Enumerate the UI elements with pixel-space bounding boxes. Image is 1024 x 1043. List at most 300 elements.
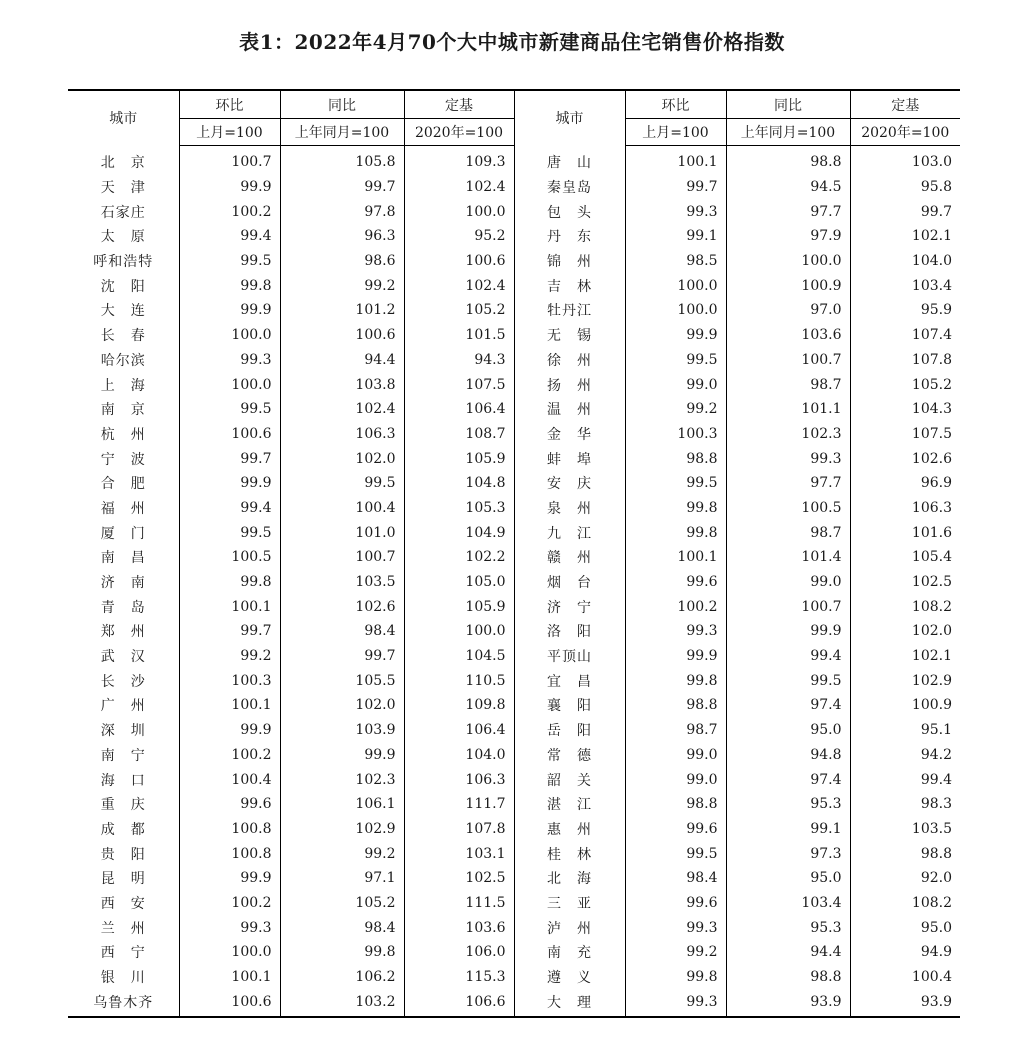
- cell-tb-left: 99.8: [280, 940, 404, 965]
- cell-hb-right: 99.5: [625, 841, 726, 866]
- table-row: [68, 199, 960, 224]
- cell-hb-right: 100.1: [625, 545, 726, 570]
- cell-hb-right: 98.8: [625, 792, 726, 817]
- cell-tb-right: 97.9: [726, 224, 850, 249]
- table-row: [68, 446, 960, 471]
- cell-city-left: 兰 州: [100, 920, 146, 937]
- cell-city-left: 南 京: [100, 402, 146, 419]
- cell-tb-left: 99.7: [280, 175, 404, 200]
- cell-tb-right: 97.7: [726, 471, 850, 496]
- cell-hb-right: 99.1: [625, 224, 726, 249]
- cell-hb-left: 100.3: [179, 668, 280, 693]
- cell-dj-right: 108.2: [850, 594, 960, 619]
- cell-city-right: 泉 州: [514, 496, 625, 521]
- cell-dj-right: 102.0: [850, 619, 960, 644]
- cell-hb-right: 98.4: [625, 866, 726, 891]
- cell-hb-left: 100.2: [179, 743, 280, 768]
- cell-hb-left: 100.0: [179, 940, 280, 965]
- cell-tb-right: 100.7: [726, 348, 850, 373]
- cell-dj-right: 95.1: [850, 718, 960, 743]
- header-dj-sub-right: 2020年=100: [850, 119, 960, 146]
- cell-dj-right: 104.0: [850, 249, 960, 274]
- table-row: [68, 298, 960, 323]
- cell-city-right: 泸 州: [514, 915, 625, 940]
- cell-dj-right: 107.5: [850, 422, 960, 447]
- cell-dj-right: 102.1: [850, 644, 960, 669]
- cell-city-left: 济 南: [100, 575, 146, 592]
- cell-hb-left: 100.1: [179, 594, 280, 619]
- table-row: [68, 718, 960, 743]
- table-row: [68, 668, 960, 693]
- table-row: [68, 693, 960, 718]
- cell-dj-left: 103.6: [404, 915, 514, 940]
- cell-city-right: 岳 阳: [514, 718, 625, 743]
- cell-hb-right: 100.0: [625, 298, 726, 323]
- cell-dj-left: 104.0: [404, 743, 514, 768]
- cell-tb-left: 94.4: [280, 348, 404, 373]
- cell-tb-left: 102.4: [280, 397, 404, 422]
- cell-tb-left: 106.1: [280, 792, 404, 817]
- table-row: [68, 866, 960, 891]
- cell-tb-left: 99.7: [280, 644, 404, 669]
- cell-city-left: 上 海: [100, 377, 146, 394]
- cell-city-right: 平顶山: [514, 644, 625, 669]
- cell-hb-left: 99.7: [179, 446, 280, 471]
- cell-city-right: 秦皇岛: [514, 175, 625, 200]
- cell-dj-left: 102.4: [404, 273, 514, 298]
- cell-hb-right: 98.7: [625, 718, 726, 743]
- cell-city-left: 银 川: [100, 970, 146, 987]
- cell-dj-left: 102.2: [404, 545, 514, 570]
- cell-city-right: 韶 关: [514, 767, 625, 792]
- cell-city-left: 成 都: [100, 821, 146, 838]
- table-row: [68, 249, 960, 274]
- cell-dj-right: 94.9: [850, 940, 960, 965]
- cell-city-right: 金 华: [514, 422, 625, 447]
- table-row: [68, 644, 960, 669]
- cell-city-left: 天 津: [100, 180, 146, 197]
- cell-city-left: 武 汉: [100, 649, 146, 666]
- cell-dj-right: 102.9: [850, 668, 960, 693]
- header-city-right: 城市: [514, 90, 625, 146]
- cell-tb-left: 103.9: [280, 718, 404, 743]
- cell-city-right: 大 理: [514, 989, 625, 1017]
- cell-city-right: 宜 昌: [514, 668, 625, 693]
- cell-dj-right: 105.4: [850, 545, 960, 570]
- cell-tb-left: 102.6: [280, 594, 404, 619]
- cell-tb-right: 97.4: [726, 693, 850, 718]
- cell-dj-right: 100.9: [850, 693, 960, 718]
- cell-tb-right: 95.0: [726, 718, 850, 743]
- cell-tb-left: 100.6: [280, 323, 404, 348]
- cell-city-right: 包 头: [514, 199, 625, 224]
- header-hb-sub-right: 上月=100: [625, 119, 726, 146]
- cell-hb-right: 99.2: [625, 397, 726, 422]
- cell-tb-left: 102.3: [280, 767, 404, 792]
- cell-hb-right: 99.6: [625, 891, 726, 916]
- cell-tb-left: 106.2: [280, 965, 404, 990]
- cell-hb-right: 99.6: [625, 570, 726, 595]
- header-hb-sub-left: 上月=100: [179, 119, 280, 146]
- cell-dj-right: 101.6: [850, 520, 960, 545]
- cell-tb-right: 95.3: [726, 915, 850, 940]
- cell-city-left: 哈尔滨: [100, 352, 146, 369]
- cell-city-right: 九 江: [514, 520, 625, 545]
- table-row: [68, 224, 960, 249]
- cell-dj-left: 102.5: [404, 866, 514, 891]
- cell-dj-left: 106.6: [404, 989, 514, 1017]
- cell-city-right: 南 充: [514, 940, 625, 965]
- cell-hb-right: 99.3: [625, 619, 726, 644]
- cell-dj-right: 95.0: [850, 915, 960, 940]
- cell-tb-right: 99.5: [726, 668, 850, 693]
- cell-hb-left: 100.1: [179, 965, 280, 990]
- cell-tb-right: 98.8: [726, 146, 850, 175]
- cell-hb-left: 99.8: [179, 570, 280, 595]
- cell-dj-left: 105.0: [404, 570, 514, 595]
- cell-dj-left: 100.6: [404, 249, 514, 274]
- cell-dj-left: 108.7: [404, 422, 514, 447]
- cell-dj-left: 106.3: [404, 767, 514, 792]
- cell-city-left: 西 安: [100, 895, 146, 912]
- cell-tb-right: 97.7: [726, 199, 850, 224]
- header-dj-sub-left: 2020年=100: [404, 119, 514, 146]
- table-row: [68, 422, 960, 447]
- cell-tb-right: 100.7: [726, 594, 850, 619]
- header-city-left: 城市: [68, 90, 179, 146]
- cell-dj-left: 95.2: [404, 224, 514, 249]
- table-row: [68, 372, 960, 397]
- cell-tb-right: 93.9: [726, 989, 850, 1017]
- cell-dj-left: 100.0: [404, 199, 514, 224]
- cell-city-left: 长 春: [100, 328, 146, 345]
- cell-city-right: 常 德: [514, 743, 625, 768]
- table-row: [68, 570, 960, 595]
- table-row: [68, 940, 960, 965]
- cell-city-left: 福 州: [100, 500, 146, 517]
- cell-city-right: 烟 台: [514, 570, 625, 595]
- cell-city-right: 桂 林: [514, 841, 625, 866]
- cell-city-right: 遵 义: [514, 965, 625, 990]
- cell-city-left: 贵 阳: [100, 846, 146, 863]
- cell-city-left: 昆 明: [100, 871, 146, 888]
- cell-hb-right: 99.7: [625, 175, 726, 200]
- cell-tb-right: 95.0: [726, 866, 850, 891]
- cell-hb-right: 100.3: [625, 422, 726, 447]
- cell-city-right: 三 亚: [514, 891, 625, 916]
- cell-hb-right: 99.0: [625, 743, 726, 768]
- cell-tb-left: 98.4: [280, 915, 404, 940]
- cell-hb-right: 99.8: [625, 496, 726, 521]
- cell-city-left: 深 圳: [100, 723, 146, 740]
- cell-tb-left: 105.2: [280, 891, 404, 916]
- cell-tb-right: 98.7: [726, 520, 850, 545]
- cell-city-left: 石家庄: [100, 204, 146, 221]
- cell-dj-left: 115.3: [404, 965, 514, 990]
- table-row: [68, 619, 960, 644]
- cell-hb-right: 99.3: [625, 915, 726, 940]
- cell-tb-right: 94.8: [726, 743, 850, 768]
- cell-tb-right: 102.3: [726, 422, 850, 447]
- table-row: [68, 965, 960, 990]
- cell-hb-right: 99.0: [625, 372, 726, 397]
- table-row: [68, 175, 960, 200]
- cell-tb-left: 105.5: [280, 668, 404, 693]
- cell-tb-right: 99.1: [726, 817, 850, 842]
- cell-hb-right: 98.8: [625, 693, 726, 718]
- cell-dj-right: 95.8: [850, 175, 960, 200]
- cell-hb-left: 99.7: [179, 619, 280, 644]
- cell-tb-left: 99.2: [280, 841, 404, 866]
- cell-hb-left: 100.8: [179, 841, 280, 866]
- header-tb-left: 同比: [280, 90, 404, 119]
- cell-dj-left: 101.5: [404, 323, 514, 348]
- cell-tb-right: 100.0: [726, 249, 850, 274]
- cell-tb-left: 103.2: [280, 989, 404, 1017]
- cell-dj-left: 94.3: [404, 348, 514, 373]
- header-dj-left: 定基: [404, 90, 514, 119]
- cell-hb-right: 99.5: [625, 348, 726, 373]
- cell-city-right: 无 锡: [514, 323, 625, 348]
- cell-tb-right: 97.0: [726, 298, 850, 323]
- cell-hb-left: 99.9: [179, 298, 280, 323]
- cell-dj-right: 104.3: [850, 397, 960, 422]
- cell-hb-left: 100.8: [179, 817, 280, 842]
- cell-tb-left: 103.8: [280, 372, 404, 397]
- cell-tb-left: 106.3: [280, 422, 404, 447]
- cell-hb-right: 99.2: [625, 940, 726, 965]
- cell-city-right: 丹 东: [514, 224, 625, 249]
- cell-dj-right: 102.5: [850, 570, 960, 595]
- cell-city-right: 安 庆: [514, 471, 625, 496]
- cell-tb-right: 98.7: [726, 372, 850, 397]
- cell-city-right: 唐 山: [514, 146, 625, 175]
- cell-hb-right: 99.8: [625, 668, 726, 693]
- table-row: [68, 520, 960, 545]
- cell-tb-left: 101.0: [280, 520, 404, 545]
- cell-city-right: 蚌 埠: [514, 446, 625, 471]
- cell-city-left: 西 宁: [100, 945, 146, 962]
- cell-tb-left: 97.1: [280, 866, 404, 891]
- cell-tb-left: 102.9: [280, 817, 404, 842]
- cell-hb-left: 100.2: [179, 199, 280, 224]
- cell-hb-left: 99.5: [179, 249, 280, 274]
- cell-dj-right: 107.4: [850, 323, 960, 348]
- table-row: [68, 594, 960, 619]
- cell-city-left: 厦 门: [100, 525, 146, 542]
- cell-dj-left: 106.4: [404, 397, 514, 422]
- cell-tb-left: 101.2: [280, 298, 404, 323]
- cell-city-right: 徐 州: [514, 348, 625, 373]
- cell-tb-right: 95.3: [726, 792, 850, 817]
- cell-tb-right: 97.3: [726, 841, 850, 866]
- cell-tb-right: 103.6: [726, 323, 850, 348]
- cell-tb-left: 96.3: [280, 224, 404, 249]
- cell-tb-right: 97.4: [726, 767, 850, 792]
- cell-dj-right: 98.3: [850, 792, 960, 817]
- cell-tb-left: 102.0: [280, 693, 404, 718]
- table-row: [68, 273, 960, 298]
- cell-tb-right: 100.9: [726, 273, 850, 298]
- price-index-table: [68, 89, 960, 1018]
- cell-dj-right: 105.2: [850, 372, 960, 397]
- cell-hb-left: 99.3: [179, 915, 280, 940]
- cell-tb-left: 99.2: [280, 273, 404, 298]
- cell-hb-right: 99.8: [625, 520, 726, 545]
- cell-tb-right: 100.5: [726, 496, 850, 521]
- cell-dj-left: 103.1: [404, 841, 514, 866]
- cell-tb-left: 103.5: [280, 570, 404, 595]
- cell-hb-right: 99.8: [625, 965, 726, 990]
- cell-dj-left: 102.4: [404, 175, 514, 200]
- cell-hb-left: 99.6: [179, 792, 280, 817]
- cell-city-left: 合 肥: [100, 476, 146, 493]
- cell-dj-right: 102.1: [850, 224, 960, 249]
- cell-tb-right: 99.3: [726, 446, 850, 471]
- cell-dj-left: 105.3: [404, 496, 514, 521]
- cell-dj-right: 93.9: [850, 989, 960, 1017]
- cell-city-left: 青 岛: [100, 599, 146, 616]
- cell-dj-left: 111.5: [404, 891, 514, 916]
- cell-dj-left: 100.0: [404, 619, 514, 644]
- table-row: [68, 891, 960, 916]
- cell-dj-left: 105.2: [404, 298, 514, 323]
- cell-hb-left: 99.5: [179, 397, 280, 422]
- cell-city-right: 湛 江: [514, 792, 625, 817]
- table-row: [68, 989, 960, 1017]
- cell-hb-right: 99.9: [625, 644, 726, 669]
- cell-city-left: 广 州: [100, 698, 146, 715]
- cell-dj-left: 104.9: [404, 520, 514, 545]
- cell-tb-right: 98.8: [726, 965, 850, 990]
- cell-dj-left: 104.8: [404, 471, 514, 496]
- cell-city-right: 扬 州: [514, 372, 625, 397]
- cell-hb-left: 99.4: [179, 496, 280, 521]
- cell-dj-right: 92.0: [850, 866, 960, 891]
- cell-hb-left: 100.1: [179, 693, 280, 718]
- cell-dj-left: 110.5: [404, 668, 514, 693]
- table-row: [68, 817, 960, 842]
- cell-city-left: 郑 州: [100, 624, 146, 641]
- cell-tb-left: 105.8: [280, 146, 404, 175]
- cell-dj-right: 106.3: [850, 496, 960, 521]
- cell-dj-left: 109.8: [404, 693, 514, 718]
- cell-hb-right: 99.6: [625, 817, 726, 842]
- cell-tb-right: 99.9: [726, 619, 850, 644]
- header-hb-left: 环比: [179, 90, 280, 119]
- cell-hb-right: 99.9: [625, 323, 726, 348]
- cell-hb-left: 100.6: [179, 989, 280, 1017]
- table-row: [68, 146, 960, 175]
- cell-tb-right: 103.4: [726, 891, 850, 916]
- cell-dj-left: 107.5: [404, 372, 514, 397]
- cell-dj-right: 96.9: [850, 471, 960, 496]
- cell-tb-left: 97.8: [280, 199, 404, 224]
- cell-dj-right: 95.9: [850, 298, 960, 323]
- header-tb-sub-left: 上年同月=100: [280, 119, 404, 146]
- cell-tb-left: 98.4: [280, 619, 404, 644]
- header-tb-right: 同比: [726, 90, 850, 119]
- header-tb-sub-right: 上年同月=100: [726, 119, 850, 146]
- cell-city-left: 宁 波: [100, 451, 146, 468]
- cell-dj-left: 104.5: [404, 644, 514, 669]
- cell-hb-left: 100.5: [179, 545, 280, 570]
- cell-city-left: 海 口: [100, 772, 146, 789]
- cell-dj-right: 99.7: [850, 199, 960, 224]
- cell-city-left: 太 原: [100, 229, 146, 246]
- cell-hb-left: 100.6: [179, 422, 280, 447]
- cell-hb-left: 99.9: [179, 175, 280, 200]
- cell-dj-right: 103.0: [850, 146, 960, 175]
- cell-hb-right: 100.2: [625, 594, 726, 619]
- cell-city-right: 惠 州: [514, 817, 625, 842]
- cell-hb-left: 99.9: [179, 866, 280, 891]
- cell-city-right: 洛 阳: [514, 619, 625, 644]
- cell-city-left: 长 沙: [100, 673, 146, 690]
- cell-city-right: 温 州: [514, 397, 625, 422]
- cell-hb-right: 99.3: [625, 199, 726, 224]
- cell-hb-left: 100.4: [179, 767, 280, 792]
- cell-city-left: 南 昌: [100, 550, 146, 567]
- cell-tb-right: 99.4: [726, 644, 850, 669]
- cell-city-right: 赣 州: [514, 545, 625, 570]
- cell-hb-left: 100.0: [179, 323, 280, 348]
- header-hb-right: 环比: [625, 90, 726, 119]
- cell-dj-left: 106.0: [404, 940, 514, 965]
- cell-dj-right: 102.6: [850, 446, 960, 471]
- cell-hb-left: 99.8: [179, 273, 280, 298]
- cell-city-left: 重 庆: [100, 797, 146, 814]
- cell-tb-right: 94.5: [726, 175, 850, 200]
- table-row: [68, 471, 960, 496]
- table-title: 表1：2022年4月70个大中城市新建商品住宅销售价格指数: [239, 30, 785, 54]
- cell-dj-left: 105.9: [404, 594, 514, 619]
- cell-dj-right: 98.8: [850, 841, 960, 866]
- cell-hb-right: 99.3: [625, 989, 726, 1017]
- cell-hb-right: 99.5: [625, 471, 726, 496]
- cell-hb-right: 100.1: [625, 146, 726, 175]
- cell-tb-left: 100.4: [280, 496, 404, 521]
- cell-hb-left: 99.9: [179, 718, 280, 743]
- cell-hb-left: 100.7: [179, 146, 280, 175]
- cell-dj-left: 111.7: [404, 792, 514, 817]
- cell-dj-right: 94.2: [850, 743, 960, 768]
- table-body: [68, 146, 960, 1018]
- cell-city-right: 牡丹江: [514, 298, 625, 323]
- cell-city-left: 杭 州: [100, 426, 146, 443]
- cell-hb-right: 99.0: [625, 767, 726, 792]
- cell-tb-right: 99.0: [726, 570, 850, 595]
- cell-hb-left: 99.4: [179, 224, 280, 249]
- cell-city-left: 南 宁: [100, 747, 146, 764]
- table-row: [68, 496, 960, 521]
- cell-city-left: 北 京: [100, 155, 146, 172]
- cell-tb-left: 99.9: [280, 743, 404, 768]
- table-row: [68, 743, 960, 768]
- cell-tb-right: 94.4: [726, 940, 850, 965]
- cell-hb-right: 100.0: [625, 273, 726, 298]
- header-dj-right: 定基: [850, 90, 960, 119]
- cell-dj-right: 108.2: [850, 891, 960, 916]
- table-row: [68, 545, 960, 570]
- cell-city-right: 吉 林: [514, 273, 625, 298]
- table-row: [68, 841, 960, 866]
- table-row: [68, 915, 960, 940]
- table-row: [68, 767, 960, 792]
- cell-hb-left: 99.2: [179, 644, 280, 669]
- cell-hb-right: 98.8: [625, 446, 726, 471]
- cell-hb-left: 99.3: [179, 348, 280, 373]
